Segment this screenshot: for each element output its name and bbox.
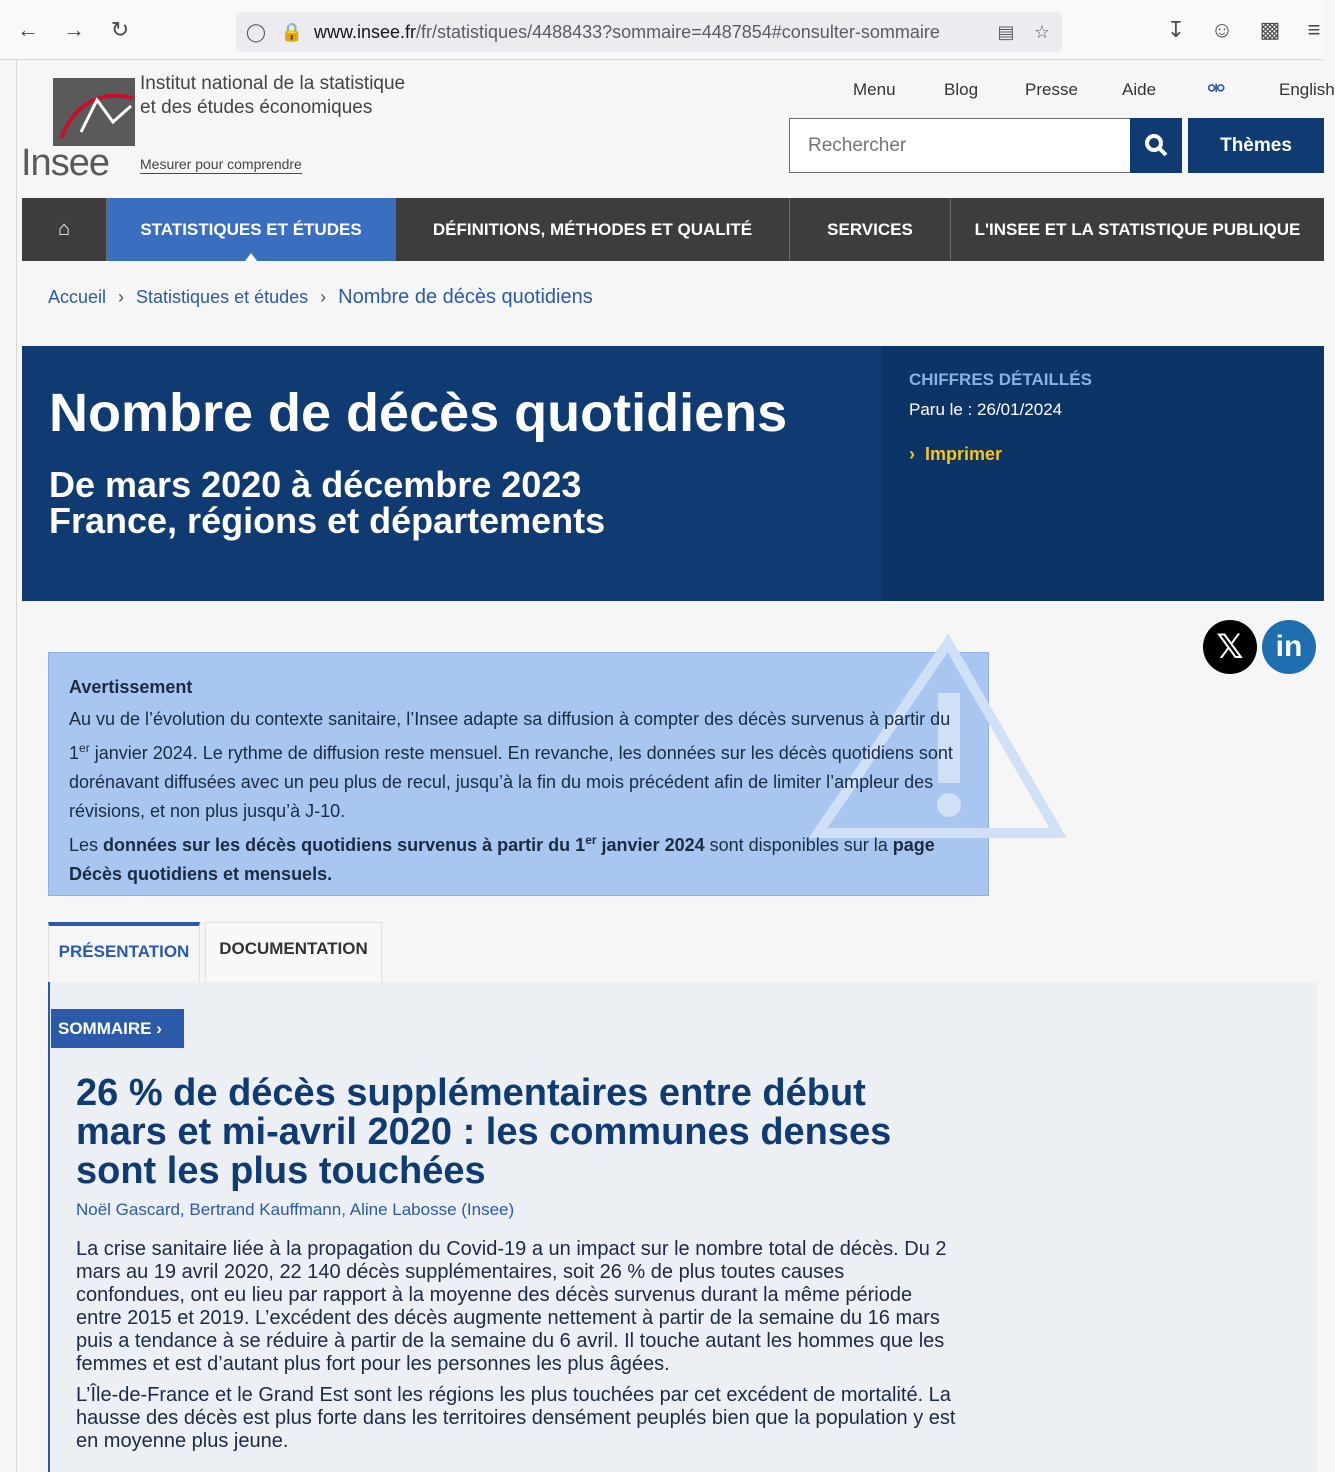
bookmark-star-icon[interactable]: ☆ xyxy=(1033,22,1051,42)
main-navigation xyxy=(22,198,1324,261)
nav-statistiques-etudes[interactable]: STATISTIQUES ET ÉTUDES xyxy=(107,198,396,261)
shield-icon[interactable]: ◯ xyxy=(245,22,267,42)
warning-p2-bold: données sur les décès quotidiens survenus à partir du 1 xyxy=(103,835,586,855)
breadcrumb-statistiques[interactable]: Statistiques et études xyxy=(136,287,309,307)
warning-p1-sup: er xyxy=(79,741,90,755)
tab-documentation[interactable]: DOCUMENTATION xyxy=(205,922,382,984)
search-icon xyxy=(1143,132,1169,158)
lock-icon[interactable]: 🔒 xyxy=(280,22,304,42)
chevron-right-icon: › xyxy=(320,287,327,307)
top-link-presse[interactable]: Presse xyxy=(1025,80,1078,99)
download-icon[interactable]: ↧ xyxy=(1166,17,1186,42)
search-button[interactable] xyxy=(1130,118,1182,173)
banner-sidebar xyxy=(882,346,1324,601)
reload-icon[interactable]: ↻ xyxy=(110,17,130,42)
warning-title: Avertissement xyxy=(69,677,193,697)
warning-p1-text: Au vu de l’évolution du contexte sanitaire, l’Insee adapte sa diffusion à compter des décès survenus à partir du 1 xyxy=(69,709,951,763)
home-icon[interactable]: ⌂ xyxy=(22,198,107,261)
logo-wordmark: Insee xyxy=(21,142,109,184)
top-link-blog[interactable]: Blog xyxy=(944,80,979,99)
breadcrumb-current: Nombre de décès quotidiens xyxy=(338,286,593,308)
deces-page-link[interactable]: page Décès quotidiens et mensuels xyxy=(69,835,935,884)
tab-presentation[interactable]: PRÉSENTATION xyxy=(48,922,200,984)
url-path: /fr/statistiques/4488433?sommaire=4487854#consulter-sommaire xyxy=(416,22,940,42)
warning-p2-text: Les xyxy=(69,835,104,855)
warning-p2-bold-date: janvier 2024 xyxy=(596,835,705,855)
accessibility-ear-icon[interactable]: ⚮ xyxy=(1207,76,1226,101)
nav-services[interactable]: SERVICES xyxy=(790,198,951,261)
x-share-icon[interactable]: 𝕏 xyxy=(1203,620,1257,674)
sommaire-button[interactable] xyxy=(51,1009,184,1048)
top-link-aide[interactable]: Aide xyxy=(1122,80,1157,99)
breadcrumb-accueil[interactable]: Accueil xyxy=(48,287,107,307)
warning-p2-sup: er xyxy=(585,833,597,847)
logo-graphic-icon xyxy=(53,78,135,146)
extensions-icon[interactable]: ▩ xyxy=(1259,17,1281,42)
url-text[interactable] xyxy=(314,22,940,43)
top-link-english[interactable]: English xyxy=(1279,80,1335,99)
institute-name-line1: Institut national de la statistique xyxy=(140,73,406,94)
article-title: 26 % de décès supplémentaires entre début mars et mi-avril 2020 : les communes denses sont les plus touchées xyxy=(76,1072,892,1192)
chevron-right-icon: › xyxy=(118,287,125,307)
address-bar[interactable] xyxy=(236,12,1062,52)
nav-definitions-methodes[interactable]: DÉFINITIONS, MÉTHODES ET QUALITÉ xyxy=(396,198,790,261)
tagline-link[interactable]: Mesurer pour comprendre xyxy=(140,156,302,172)
warning-p1-text-end: janvier 2024. Le rythme de diffusion reste mensuel. En revanche, les données sur les décès quotidiens sont dorénavant diffusées avec un peu plus de recul, jusqu’à la fin du mois précédent afin de limiter l’ampleur des révisions, et non plus jusqu’à J-10. xyxy=(69,743,953,821)
insee-page xyxy=(16,60,1335,1472)
warning-p2-text-mid: sont disponibles sur la xyxy=(704,835,893,855)
url-domain: www.insee.fr xyxy=(314,22,417,42)
warning-text xyxy=(69,705,974,889)
top-link-menu[interactable]: Menu xyxy=(853,80,896,99)
sommaire-label: SOMMAIRE xyxy=(58,1019,152,1038)
page-subtitle-line2: France, régions et départements xyxy=(49,500,606,541)
article-authors: Noël Gascard, Bertrand Kauffmann, Aline Labosse (Insee) xyxy=(76,1200,515,1219)
page-title: Nombre de décès quotidiens xyxy=(49,383,788,443)
forward-icon[interactable]: → xyxy=(63,17,85,42)
menu-icon[interactable]: ≡ xyxy=(1307,17,1321,42)
account-icon[interactable]: ☺ xyxy=(1210,17,1234,42)
content-panel xyxy=(48,982,1317,1472)
article-paragraph-2: L’Île-de-France et le Grand Est sont les régions les plus touchées par cet excédent de mortalité. La hausse des décès est plus forte dans les territoires densément peuplés bien que la population y est en moyenne plus jeune. xyxy=(76,1384,956,1452)
warning-p2-end: . xyxy=(327,864,333,884)
nav-insee-statistique-publique[interactable]: L'INSEE ET LA STATISTIQUE PUBLIQUE xyxy=(974,220,1301,239)
page-banner xyxy=(22,346,882,601)
search-input[interactable] xyxy=(789,118,1131,173)
institute-name xyxy=(140,72,405,120)
chevron-right-icon: › xyxy=(156,1019,162,1038)
back-icon[interactable]: ← xyxy=(17,17,39,42)
chevron-right-icon: › xyxy=(909,444,925,464)
browser-toolbar xyxy=(0,0,1323,60)
publication-type: CHIFFRES DÉTAILLÉS xyxy=(909,370,1092,389)
print-label: Imprimer xyxy=(925,444,1003,464)
print-link[interactable] xyxy=(909,444,1002,465)
reader-view-icon[interactable]: ▤ xyxy=(997,22,1015,42)
linkedin-share-icon[interactable]: in xyxy=(1262,620,1316,674)
institute-name-line2: et des études économiques xyxy=(140,97,373,118)
breadcrumb xyxy=(48,286,593,309)
publication-date: Paru le : 26/01/2024 xyxy=(909,400,1063,419)
page-subtitle-line1: De mars 2020 à décembre 2023 xyxy=(49,464,582,505)
themes-button[interactable]: Thèmes xyxy=(1188,118,1324,173)
article-paragraph-1: La crise sanitaire liée à la propagation du Covid-19 a un impact sur le nombre total de décès. Du 2 mars au 19 avril 2020, 22 140 décès supplémentaires, soit 26 % de plus toutes causes confondues, ont eu lieu par rapport à la moyenne des décès survenus durant la même période entre 2015 et 2019. L’excédent des décès augmente nettement à partir de la semaine du 16 mars puis a tendance à se réduire à partir de la semaine du 6 avril. Il touche autant les hommes que les femmes et est d’autant plus fort pour les personnes les plus âgées. xyxy=(76,1238,947,1375)
warning-box xyxy=(48,652,989,896)
